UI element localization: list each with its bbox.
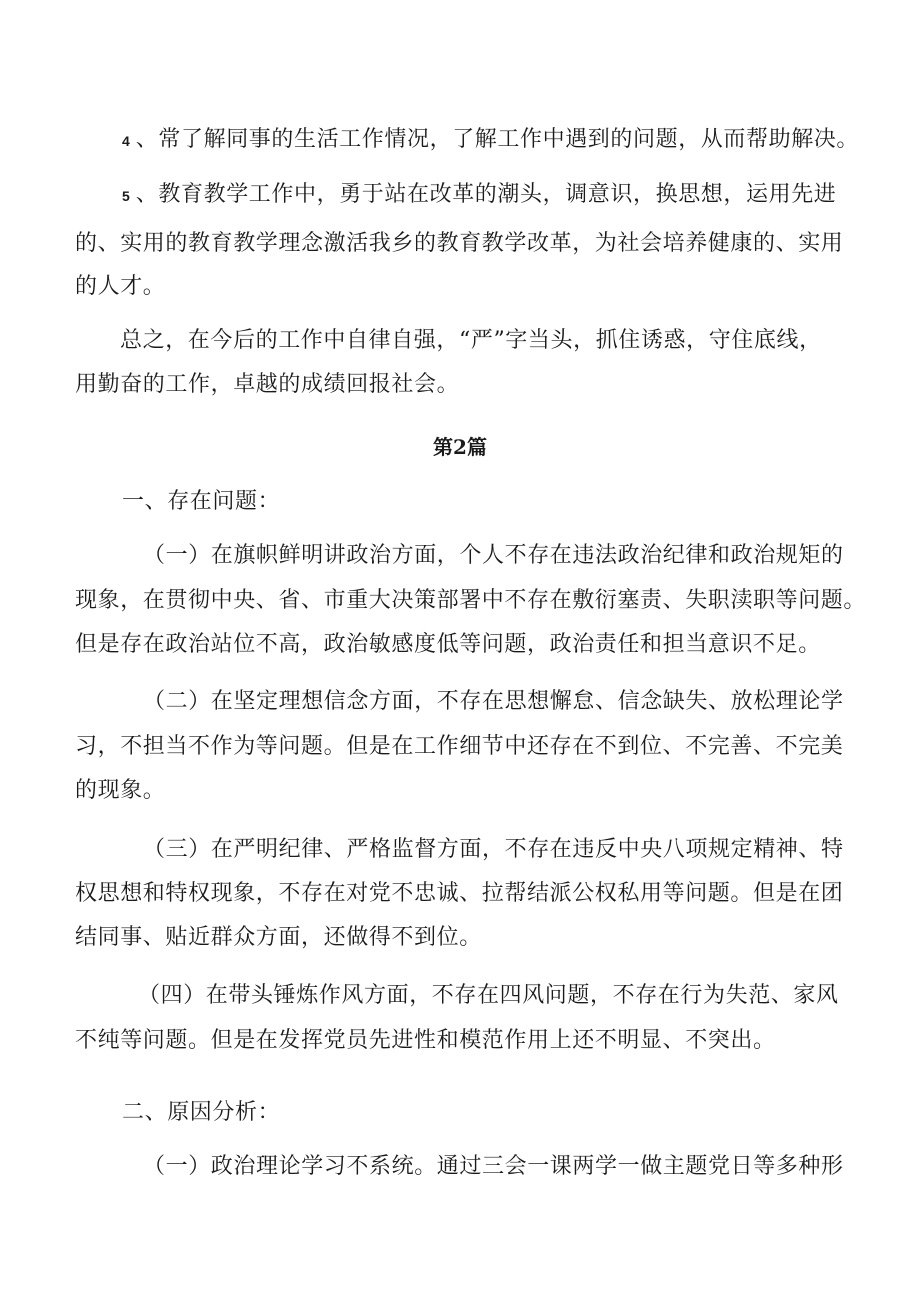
paragraph-line: （二）在坚定理想信念方面，不存在思想懈怠、信念缺失、放松理论学 [143, 689, 844, 714]
item-text: 教育教学工作中，勇于站在改革的潮头，调意识，换思想，运用先进 [158, 182, 837, 207]
paragraph-line: （一）政治理论学习不系统。通过三会一课两学一做主题党日等多种形 [143, 1154, 844, 1179]
paragraph-line: 不纯等问题。但是在发挥党员先进性和模范作用上还不明显、不突出。 [75, 1028, 776, 1053]
paragraph-line: 的人才。 [75, 274, 166, 299]
section-heading: 二、原因分析： [122, 1100, 281, 1125]
article-title: 第2篇 [433, 435, 487, 459]
item-separator: 、 [135, 127, 159, 152]
item-separator: 、 [135, 182, 159, 207]
paragraph-line: 的、实用的教育教学理念激活我乡的教育教学改革，为社会培养健康的、实用 [75, 231, 844, 256]
paragraph-line: 结同事、贴近群众方面，还做得不到位。 [75, 925, 482, 950]
summary-line: 用勤奋的工作，卓越的成绩回报社会。 [75, 372, 460, 397]
list-item-4 [122, 125, 912, 156]
item-number: 4 [122, 133, 130, 149]
paragraph-line: （一）在旗帜鲜明讲政治方面，个人不存在违法政治纪律和政治规矩的 [143, 543, 844, 568]
paragraph-line: （四）在带头锤炼作风方面，不存在四风问题，不存在行为失范、家风 [138, 983, 839, 1008]
paragraph-line: 的现象。 [75, 778, 166, 803]
section-heading: 一、存在问题： [122, 489, 281, 514]
list-item-5 [122, 180, 912, 211]
item-text: 常了解同事的生活工作情况，了解工作中遇到的问题，从而帮助解决。 [158, 127, 860, 152]
paragraph-line: 现象，在贯彻中央、省、市重大决策部署中不存在敷衍塞责、失职渎职等问题。 [75, 588, 867, 613]
summary-line: 总之，在今后的工作中自律自强，“严”字当头，抓住诱惑，守住底线， [120, 328, 822, 353]
paragraph-line: （三）在严明纪律、严格监督方面，不存在违反中央八项规定精神、特 [143, 837, 844, 862]
paragraph-line: 但是存在政治站位不高，政治敏感度低等问题，政治责任和担当意识不足。 [75, 632, 821, 657]
paragraph-line: 权思想和特权现象，不存在对党不忠诚、拉帮结派公权私用等问题。但是在团 [75, 881, 844, 906]
item-number: 5 [122, 188, 130, 204]
paragraph-line: 习，不担当不作为等问题。但是在工作细节中还存在不到位、不完善、不完美 [75, 734, 844, 759]
